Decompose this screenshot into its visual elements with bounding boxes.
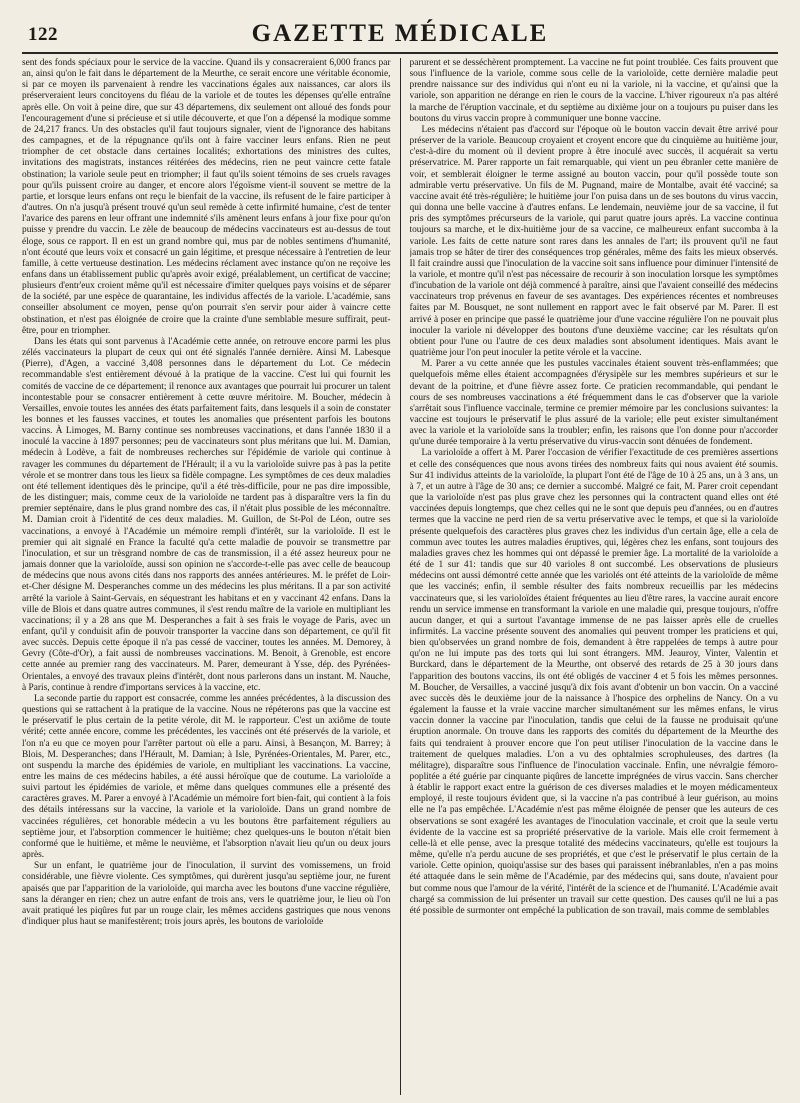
paragraph: sent des fonds spéciaux pour le service de la vaccine. Quand ils y consacreraient 6,000 francs par an, ainsi qu'on le fait dans le département de la Meurthe, ce serait encore une véritable économie, si par ce moyen ils parvenaient à rendre les vaccinations égales aux naissances, car alors ils préserveraient leurs concitoyens du fléau de la variole et de toutes les dépenses qu'elle entraîne après elle. On voit à peine dire, que sur 43 départemens, dix seulement ont alloué des fonds pour l'encouragement d'une si précieuse et si utile découverte, et que l'on a dépensé la modique somme de 24,217 francs. Un des obstacles qu'il faut toujours signaler, vient de l'ignorance des habitans des campagnes, et de la répugnance qu'ils ont à faire vacciner leurs enfans. Rien ne peut triompher de cet obstacle dans certaines localités; exhortations des ministres des cultes, invitations des magistrats, instances réitérées des médecins, rien ne peut vaincre cette fatale obstination; la variole seule peut en triompher; il faut qu'ils soient témoins de ses cruels ravages pour qu'ils puissent croire au danger, et encore alors l'égoïsme vient-il souvent se mettre de la partie, et lorsque leurs enfans ont reçu le bienfait de la vaccine, ils refusent de le faire participer à d'autres. On n'a jusqu'à présent trouvé qu'un seul remède à cette infirmité humaine, c'est de tenter l'avarice des parens en leur offrant une indemnité s'ils amènent leurs enfans à jour fixe pour qu'on puisse y prendre du vaccin. Le zèle de beaucoup de médecins vaccinateurs est au-dessus de tout éloge, sous ce rapport. Il en est un grand nombre qui, mus par de nobles sentimens d'humanité, n'ont écouté que leurs voix et consacré un gain légitime, et presque nécessaire à l'entretien de leur famille, à cette vertueuse destination. Les médecins réclament avec instance qu'on ne reçoive les enfans dans un établissement public qu'après avoir exigé, préalablement, un certificat de vaccine; plusieurs d'entr'eux croient même qu'il est nécessaire d'imiter quelques pays voisins et de séparer de la société, par une espèce de quarantaine, les individus affectés de la variole. L'académie, sans conseiller absolument ce moyen, pense qu'on pourrait s'en servir pour aider à vaincre cette obstination, et n'est pas éloignée de croire que la crainte d'une semblable mesure suffirait, peut-être, pour en triompher. — [22, 58, 391, 336]
paragraph: Sur un enfant, le quatrième jour de l'inoculation, il survint des vomissemens, un froid considérable, une fièvre violente. Ces symptômes, qui durèrent jusqu'au septième jour, ne furent apaisés que par l'apparition de la varioloïde, qui marcha avec les boutons d'une vaccine régulière, sans la déranger en rien; chez un autre enfant de trois ans, vers le quatrième jour, le lieu où l'on avait pratiqué les piqûres fut par un rouge clair, les mêmes accidens gastriques que nous venons d'indiquer plus haut se manifestèrent; trois jours après, les boutons de varioloïde — [22, 861, 391, 928]
paragraph: Les médecins n'étaient pas d'accord sur l'époque où le bouton vaccin devait être arrivé pour préserver de la variole. Beaucoup croyaient et croyent encore que du cinquième au huitième jour, c'est-à-dire du moment où il devient propre à être inoculé avec succès, il acquérait sa vertu préservatrice. M. Parer rapporte un fait remarquable, qui vient un peu ébranler cette manière de voir, et semblerait éloigner le terme assigné au bouton vaccin, pour qu'il possède toute son admirable vertu préservative. Un fils de M. Pugnand, maire de Montalbe, avait été vacciné; sa vaccine avait été très-régulière; le huitième jour l'on puisa dans un de ses boutons du virus vaccin, qui donna une belle vaccine à d'autres enfans. Le lendemain, neuvième jour de sa vaccine, il fut pris des symptômes précurseurs de la variole, qui parut quatre jours après. La vaccine continua toujours sa marche, et le dix-huitième jour de sa vaccine, ce malheureux enfant succomba à la variole. Les faits de cette nature sont rares dans les annales de l'art; ils prouvent qu'il ne faut jamais trop se hâter de tirer des conséquences trop générales, même des faits les mieux observés. Il fait craindre aussi que l'inoculation de la vaccine soit sans influence pour diminuer l'intensité de la variole, et montre qu'il n'est pas nécessaire de recourir à son inoculation lorsque les symptômes d'incubation de la variole ont déjà commencé à paraître, ainsi que l'avaient conseillé des médecins vaccinateurs trop prévenus en faveur de ses avantages. Des expériences récentes et nombreuses faites par M. Bousquet, ne sont nullement en rapport avec le fait observé par M. Parer. Il est arrivé à poser en principe que passé le quatrième jour d'une vaccine régulière l'on ne pouvait plus inoculer la variole ni développer des boutons d'une deuxième vaccine; car les résultats qu'on obtient pour l'une ou l'autre de ces deux maladies sont absolument identiques. Mais avant le quatrième jour l'on peut inoculer la petite vérole et la vaccine. — [409, 124, 778, 359]
left-column — [22, 58, 391, 1095]
paragraph: parurent et se desséchèrent promptement. La vaccine ne fut point troublée. Ces faits prouvent que sous l'influence de la variole, comme sous celle de la varioloïde, cette dernière maladie peut prendre naissance sur des individus qui n'ont eu ni la variole, ni la vaccine, et qu'ainsi que la variole, son apparition ne dérange en rien le cours de la vaccine. L'hiver rigoureux n'a pas altéré la marche de l'éruption vaccinale, et du septième au dixième jour on a toujours pu puiser dans les boutons du virus vaccin propre à communiquer une bonne vaccine. — [409, 58, 778, 124]
right-column — [410, 58, 779, 1095]
paragraph: La seconde partie du rapport est consacrée, comme les années précédentes, à la discussion des questions qui se rattachent à la pratique de la vaccine. Nous ne répéterons pas que la vaccine est le préservatif le plus certain de la petite vérole, dit M. le rapporteur. C'est un axiôme de toute vérité; cette année encore, comme les précédentes, les vaccinés ont été préservés de la variole, et l'on n'a eu que ce moyen pour l'arrêter partout où elle a paru. Ainsi, à Besançon, M. Barrey; à Blois, M. Desperanches; dans l'Hérault, M. Damian; à Isle, Pyrénées-Orientales, M. Parer, etc., ont suspendu la marche des épidémies de variole, en multipliant les vaccinations. La vaccine, entre les mains de ces médecins habiles, a été aussi héroïque que de coutume. La varioloïde a suivi partout les épidémies de variole, et même dans quelques communes elle a présenté des caractères graves. M. Parer a envoyé à l'Académie un mémoire fort bien-fait, qui contient à la fois des détails intéressans sur la vaccine, la variole et la varioloïde. Dans un grand nombre de vaccinées régulières, cet honorable médecin a vu les boutons être parfaitement réguliers au septième jour, et l'absorption commencer le huitième; chez quelques-uns le bouton n'était bien conformé que le huitième, et même le neuvième, et l'absorption n'avait lieu qu'un ou deux jours après. — [22, 693, 391, 861]
running-title: GAZETTE MÉDICALE — [251, 20, 549, 47]
page-number: 122 — [28, 24, 58, 45]
paragraph: M. Parer a vu cette année que les pustules vaccinales étaient souvent très-enflammées; que quelquefois même elles étaient accompagnées d'érysipèle sur les membres supérieurs et sur le devant de la poitrine, et d'une fièvre assez forte. Ce praticien recommandable, qui pendant le cours de ses nombreuses vaccinations a été fréquemment dans le cas d'observer que la variole s'arrêtait sous l'influence vaccinale, termine ce premier mémoire par les conclusions suivantes: la vaccine est toujours le préservatif le plus assuré de la variole; elle peut exister simultanément avec la variole et la varioloïde sans la troubler; enfin, les raisons que l'on donne pour n'accorder qu'une durée temporaire à la vertu préservative du virus-vaccin sont dénuées de fondement. — [409, 359, 778, 448]
article-columns — [22, 58, 778, 1095]
paragraph: Dans les états qui sont parvenus à l'Académie cette année, on retrouve encore parmi les plus zélés vaccinateurs la plupart de ceux qui ont été signalés l'année dernière. Ainsi M. Labesque (Pierre), d'Agen, a vacciné 3,408 personnes dans le département du Lot. Ce médecin recommandable s'est entièrement dévoué à la pratique de la vaccine. C'est lui qui fournit les comités de vaccine de ce département; il renonce aux avantages que pourrait lui procurer un talent incontestable pour se consacrer entièrement à cette œuvre méritoire. M. Boucher, médecin à Versailles, envoie toutes les années des états parfaitement faits, dans lesquels il a soin de constater les bonnes et les fausses vaccines, et toutes les anomalies que présentent parfois les boutons vaccins. À Limoges, M. Barny continue ses nombreuses vaccinations, et dans l'année 1830 il a inoculé la vaccine à 1897 personnes; peu de vaccinateurs sont plus méritans que lui. M. Damian, médecin à Lodève, a fait de nombreuses recherches sur l'épidémie de variole qui continue à ravager les communes du département de l'Hérault; il a vu la varioloïde suivre pas à pas la petite vérole et se montrer dans tous les lieux sa fidèle compagne. Les symptômes de ces deux maladies ont été tellement identiques dès le principe, qu'il a été très-difficile, pour ne pas dire impossible, de les distinguer; mais, comme ceux de la varioloïde ne tardent pas à disparaître vers la fin du premier septénaire, dans le plus grand nombre des cas, il n'était plus possible de les méconnaître. M. Damian croit à l'identité de ces deux maladies. M. Guillon, de St-Pol de Léon, outre ses vaccinations, a envoyé à l'Académie un mémoire rempli d'intérêt, sur la varioloïde. Il est le premier qui ait signalé en France la faculté qu'a cette maladie de pouvoir se transmettre par l'inoculation, et sur un trèsgrand nombre de cas de transmission, il a été assez heureux pour ne jamais donner que la varioloïde, aussi son opinion ne s'accorde-t-elle pas avec celle de beaucoup de médecins que nous avons cités dans nos rapports des années antérieures. M. le préfet de Loir-et-Cher désigne M. Desperanches comme un des médecins les plus méritans. Il a par son activité arrêté la variole à Saint-Gervais, en séquestrant les habitans et en y vaccinant 42 enfans. Dans la ville de Blois et dans quatre autres communes, il s'est rendu maître de la variole en multipliant les vaccinations; il y a 28 ans que M. Desperanches a fait à ses frais le voyage de Paris, avec un enfant, qu'il y conduisit afin de pouvoir transporter la vaccine dans son département, ce qu'il fit avec succès. Depuis cette époque il n'a pas cessé de vacciner, toutes les années. M. Demorey, à Gevry (Côte-d'Or), a fait aussi de nombreuses vaccinations. M. Benoit, à Grenoble, est encore cette année au premier rang des vaccinateurs. M. Parer, demeurant à Ysse, dép. des Pyrénées-Orientales, a envoyé des travaux pleins d'intérêt, dont nous parlerons dans un instant. M. Nauche, à Paris, continue à rendre d'importans services à la vaccine, etc. — [22, 336, 391, 693]
column-divider — [400, 58, 401, 1095]
header-rule — [22, 52, 778, 54]
page-header — [22, 16, 778, 50]
paragraph: La varioloïde a offert à M. Parer l'occasion de vérifier l'exactitude de ces premières assertions et celle des conséquences que nous avons tirées des nombreux faits qui nous avaient été soumis. Sur 41 individus atteints de la varioloïde, la plupart l'ont été de l'âge de 10 à 25 ans, un à 3 ans, un à 7, et un autre à l'âge de 30 ans; ce dernier a succombé. Malgré ce fait, M. Parer croit cependant que la varioloïde n'est pas plus grave chez les personnes qui la contractent quand elles ont été vaccinées depuis longtemps, que chez celles qui ne le sont que depuis peu d'années, ou en d'autres termes que la vaccine ne perd rien de sa vertu préservative avec le temps, et que si la varioloïde présente quelquefois des caractères plus graves chez les individus d'un certain âge, elle a cela de commun avec toutes les autres maladies éruptives, qui, légères chez les enfans, sont toujours des maladies graves chez les hommes qui ont dépassé le premier âge. La mortalité de la varioloïde a été de 1 sur 41: tandis que sur 40 varioles 8 ont succombé. Les observations de plusieurs médecins ont aussi démontré cette année que les variolés ont été atteints de la varioloïde de même que les vaccinés; enfin, il semble résulter des faits nombreux recueillis par les médecins vaccinateurs que, si les varioloïdes étaient fréquentes au lieu d'être rares, la vaccine aurait encore rendu un service immense en transformant la variole en une maladie qui, presque toujours, n'offre aucun danger, et qui a surtout l'avantage immense de ne pas laisser après elle de cruelles infirmités. La vaccine présente souvent des anomalies qui peuvent tromper les praticiens et qui, bien qu'observées un grand nombre de fois, demandent à être rappelées de temps à autre pour qu'on ne lui impute pas des torts qui lui sont étrangers. MM. Jeauroy, Vinter, Valentin et Burckard, dans le département de la Meurthe, ont observé des retards de 25 à 30 jours dans l'apparition des boutons vaccins, ils ont été obligés de vacciner 4 et 5 fois les mêmes personnes. M. Boucher, de Versailles, a vacciné jusqu'à dix fois avant d'obtenir un bon vaccin. On a vacciné avec succès dès le deuxième jour de la naissance à l'hospice des orphelins de Nancy. On a vu également la fausse et la vraie vaccine marcher simultanément sur les mêmes enfans, le virus vaccin donner la vaccine par l'inoculation, tandis que celui de la fausse ne produisait qu'une éruption anormale. On trouve dans les rapports des comités du département de la Meurthe des faits qui tendraient à prouver encore que l'on peut utiliser l'inoculation de la vaccine dans le traitement de quelques maladies. L'on a vu des ophtalmies scrophuleuses, des dartres (la mélitagre), disparaître sous l'influence de l'inoculation vaccinale. Enfin, une névralgie fémoro-poplitée a été guérie par cinquante piqûres de lancette imprégnées de virus vaccin. Sans chercher à établir le rapport exact entre la guérison de ces diverses maladies et le moyen médicamenteux employé, il reste toujours évident que, si la vaccine n'a pas contribué à leur guérison, au moins elle ne l'a pas empêchée. L'Académie n'est pas même éloignée de penser que les auteurs de ces observations se sont exagéré les avantages de l'inoculation vaccinale, et croit que la seule vertu évidente de la vaccine est sa propriété préservative de la variole. Mais elle croit fermement à celle-là et elle pense, avec la presque totalité des médecins vaccinateurs, qu'elle est toujours la même, qu'elle n'a perdu aucune de ses propriétés, et que c'est le préservatif le plus certain de la variole. Cette opinion, quoiqu'assise sur des bases qui paraissent inébranlables, n'en a pas moins été attaquée dans le sein même de l'Académie, par des médecins qui, sans doute, n'avaient pour but comme nous que l'amour de la vérité, l'intérêt de la science et de l'humanité. L'Académie avait chargé sa commission de lui présenter un travail sur cette question. Des causes qu'il ne lui a pas été possible de surmonter ont empêché la publication de son travail, mais comme de semblables — [409, 448, 778, 916]
